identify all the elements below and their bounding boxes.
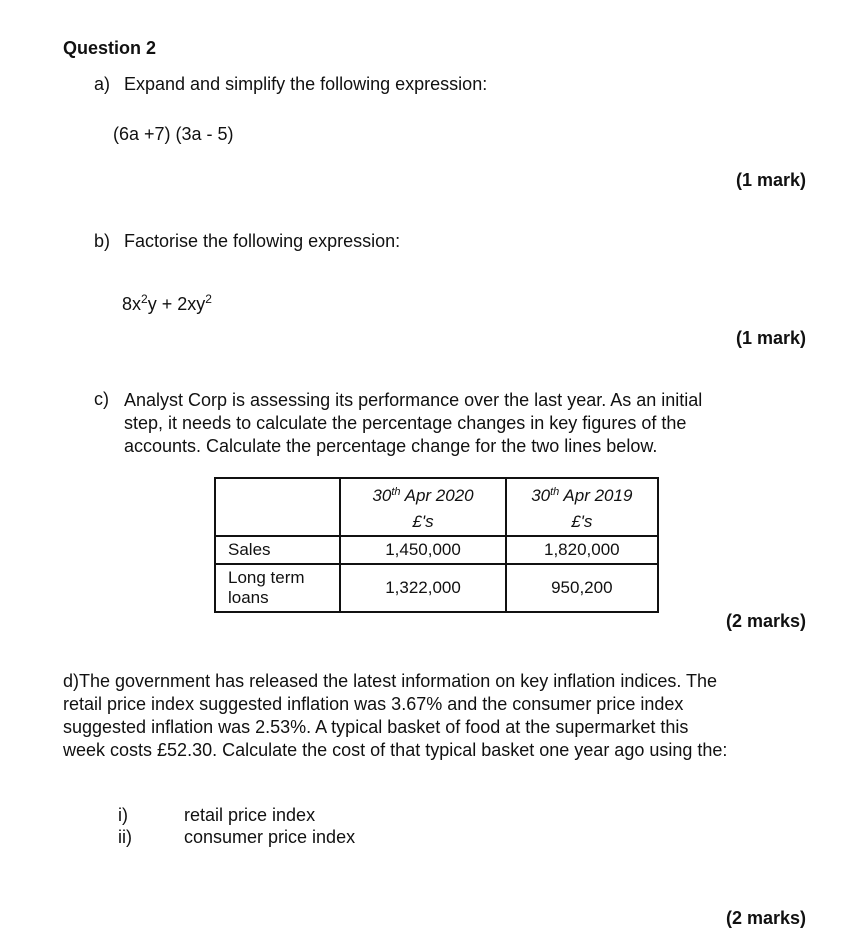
list-item: consumer price index <box>184 827 356 847</box>
header-2020-date: 30th Apr 2020 <box>372 486 474 505</box>
header-2019-date: 30th Apr 2019 <box>531 486 633 505</box>
header-2020-unit: £'s <box>412 512 434 531</box>
part-b-label: b) <box>94 231 111 251</box>
table-header-2019 <box>506 478 658 536</box>
figures-table <box>214 477 659 613</box>
part-d-line-3: suggested inflation was 2.53%. A typical basket of food at the supermarket this <box>63 717 689 737</box>
part-d-marks: (2 marks) <box>725 908 806 928</box>
part-d-line-2: retail price index suggested inflation was 3.67% and the consumer price index <box>63 694 684 714</box>
part-a-label: a) <box>94 74 111 94</box>
table-header-blank <box>215 478 340 536</box>
part-b-marks: (1 mark) <box>735 328 806 348</box>
part-c-marks: (2 marks) <box>725 611 806 631</box>
part-d-text <box>63 670 823 762</box>
part-d-line-1: d)The government has released the latest information on key inflation indices. The <box>63 671 718 691</box>
part-b-expr-part2: y + 2xy <box>147 294 206 314</box>
table-header-2020 <box>340 478 505 536</box>
part-b-expr-sup1: 2 <box>141 292 148 306</box>
row-loans-2019: 950,200 <box>506 564 658 612</box>
row-loans-2020: 1,322,000 <box>340 564 505 612</box>
part-c-label: c) <box>94 389 109 409</box>
part-c-line-1: Analyst Corp is assessing its performance over the last year. As an initial <box>124 390 703 410</box>
row-sales-2019: 1,820,000 <box>506 536 658 564</box>
table-row <box>215 564 658 612</box>
table-row <box>215 536 658 564</box>
part-a-instruction: Expand and simplify the following expression: <box>124 74 488 94</box>
row-sales-2020: 1,450,000 <box>340 536 505 564</box>
list-item-label: ii) <box>118 827 132 847</box>
part-c-line-2: step, it needs to calculate the percentage changes in key figures of the <box>124 413 687 433</box>
list-item-label: i) <box>118 805 128 825</box>
part-b-expr-sup2: 2 <box>205 292 212 306</box>
part-b-expr-part1: 8x <box>122 294 142 314</box>
part-d-item-texts <box>184 804 355 848</box>
part-c-line-3: accounts. Calculate the percentage change for the two lines below. <box>124 436 658 456</box>
part-d-item-labels <box>118 804 132 848</box>
part-c-text <box>124 389 784 458</box>
part-b-instruction: Factorise the following expression: <box>124 231 401 251</box>
question-title: Question 2 <box>63 38 157 58</box>
part-a-marks: (1 mark) <box>735 170 806 190</box>
part-b-expression <box>122 292 212 315</box>
list-item: retail price index <box>184 805 316 825</box>
row-sales-label: Sales <box>215 536 340 564</box>
header-2019-unit: £'s <box>571 512 593 531</box>
part-a-expression: (6a +7) (3a - 5) <box>113 124 234 144</box>
table-header-row <box>215 478 658 536</box>
part-d-line-4: week costs £52.30. Calculate the cost of that typical basket one year ago using the: <box>63 740 728 760</box>
row-loans-label: Long term loans <box>215 564 340 612</box>
